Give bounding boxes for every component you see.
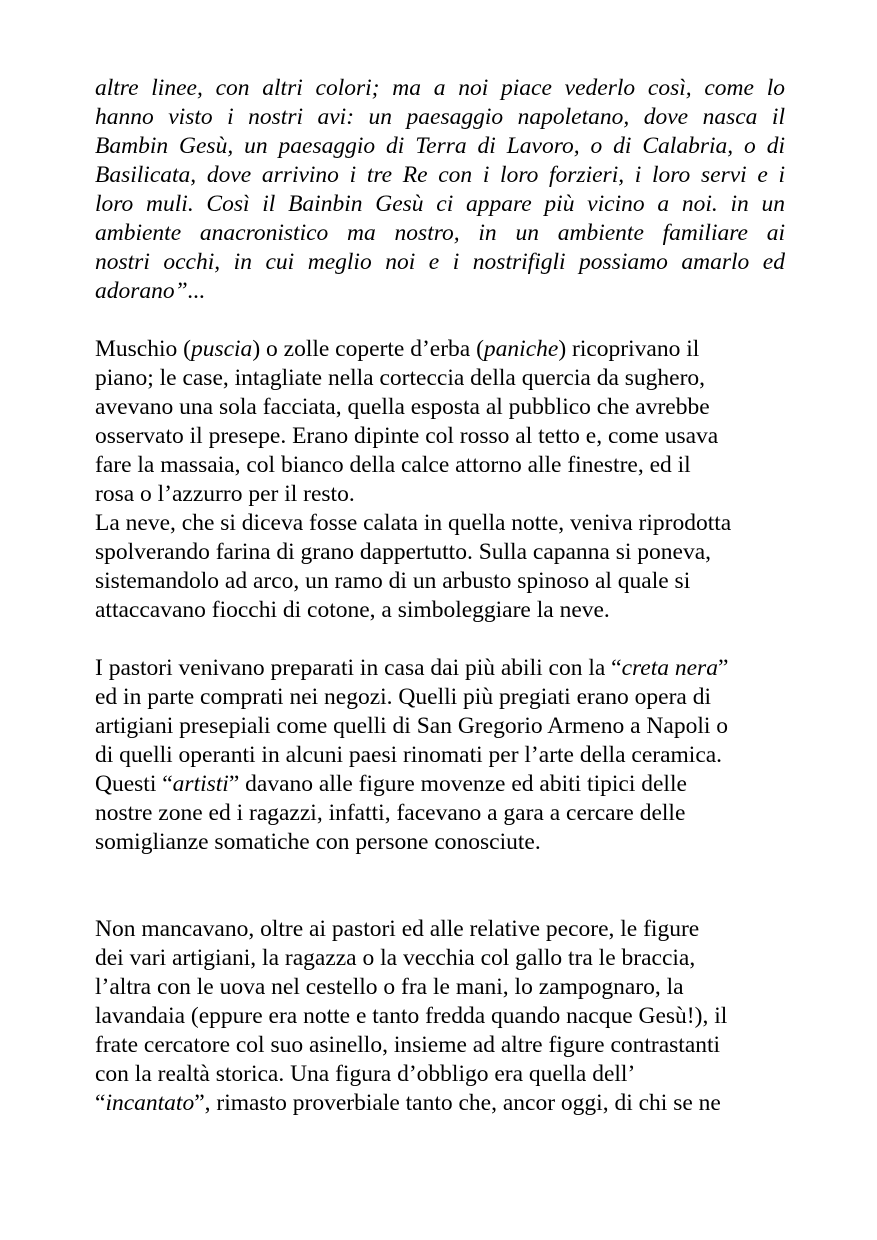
text-line: loro muli. Così il Bainbin Gesù ci appare più vicino a noi. in un (95, 191, 785, 217)
text-line: lavandaia (eppure era notte e tanto fredda quando nacque Gesù!), il (95, 1003, 728, 1029)
text-line: altre linee, con altri colori; ma a noi piace vederlo così, come lo (95, 75, 785, 101)
text-line: nostre zone ed i ragazzi, infatti, facevano a gara a cercare delle (95, 800, 686, 826)
text-line: nostri occhi, in cui meglio noi e i nostrifigli possiamo amarlo ed (95, 249, 785, 275)
text-line: Non mancavano, oltre ai pastori ed alle relative pecore, le figure (95, 916, 700, 942)
text-line: l’altra con le uova nel cestello o fra le mani, lo zampognaro, la (95, 974, 684, 1000)
text-line: somiglianze somatiche con persone conosciute. (95, 829, 541, 855)
text-line: Bambin Gesù, un paesaggio di Terra di Lavoro, o di Calabria, o di (95, 133, 785, 159)
text-line: avevano una sola facciata, quella esposta al pubblico che avrebbe (95, 394, 710, 420)
text-line: con la realtà storica. Una figura d’obbligo era quella dell’ (95, 1061, 636, 1087)
text-line: frate cercatore col suo asinello, insieme ad altre figure contrastanti (95, 1032, 721, 1058)
text-line: “incantato”, rimasto proverbiale tanto che, ancor oggi, di chi se ne (95, 1090, 721, 1116)
text-line: dei vari artigiani, la ragazza o la vecchia col gallo tra le braccia, (95, 945, 696, 971)
text-line: spolverando farina di grano dappertutto. Sulla capanna si poneva, (95, 539, 712, 565)
text-line: artigiani presepiali come quelli di San Gregorio Armeno a Napoli o (95, 713, 729, 739)
quote-paragraph (95, 74, 785, 306)
text-line: rosa o l’azzurro per il resto. (95, 481, 355, 507)
text-line: adorano”... (95, 278, 206, 304)
text-line: ambiente anacronistico ma nostro, in un ambiente familiare ai (95, 220, 785, 246)
text-line: La neve, che si diceva fosse calata in quella notte, veniva riprodotta (95, 510, 732, 536)
paragraph-figure (95, 915, 785, 1118)
text-line: attaccavano fiocchi di cotone, a simboleggiare la neve. (95, 597, 610, 623)
paragraph-pastori (95, 654, 785, 857)
text-line: ed in parte comprati nei negozi. Quelli più pregiati erano opera di (95, 684, 711, 710)
text-line: sistemandolo ad arco, un ramo di un arbusto spinoso al quale si (95, 568, 691, 594)
page-text (95, 74, 785, 1118)
text-line: di quelli operanti in alcuni paesi rinomati per l’arte della ceramica. (95, 742, 723, 768)
paragraph-muschio (95, 335, 785, 625)
text-line: fare la massaia, col bianco della calce attorno alle finestre, ed il (95, 452, 691, 478)
text-line: Basilicata, dove arrivino i tre Re con i loro forzieri, i loro servi e i (95, 162, 785, 188)
text-line: hanno visto i nostri avi: un paesaggio napoletano, dove nasca il (95, 104, 785, 130)
text-line: I pastori venivano preparati in casa dai più abili con la “creta nera” (95, 655, 729, 681)
text-line: piano; le case, intagliate nella corteccia della quercia da sughero, (95, 365, 706, 391)
text-line: osservato il presepe. Erano dipinte col rosso al tetto e, come usava (95, 423, 719, 449)
text-line: Muschio (puscia) o zolle coperte d’erba (paniche) ricoprivano il (95, 336, 700, 362)
text-line: Questi “artisti” davano alle figure movenze ed abiti tipici delle (95, 771, 687, 797)
